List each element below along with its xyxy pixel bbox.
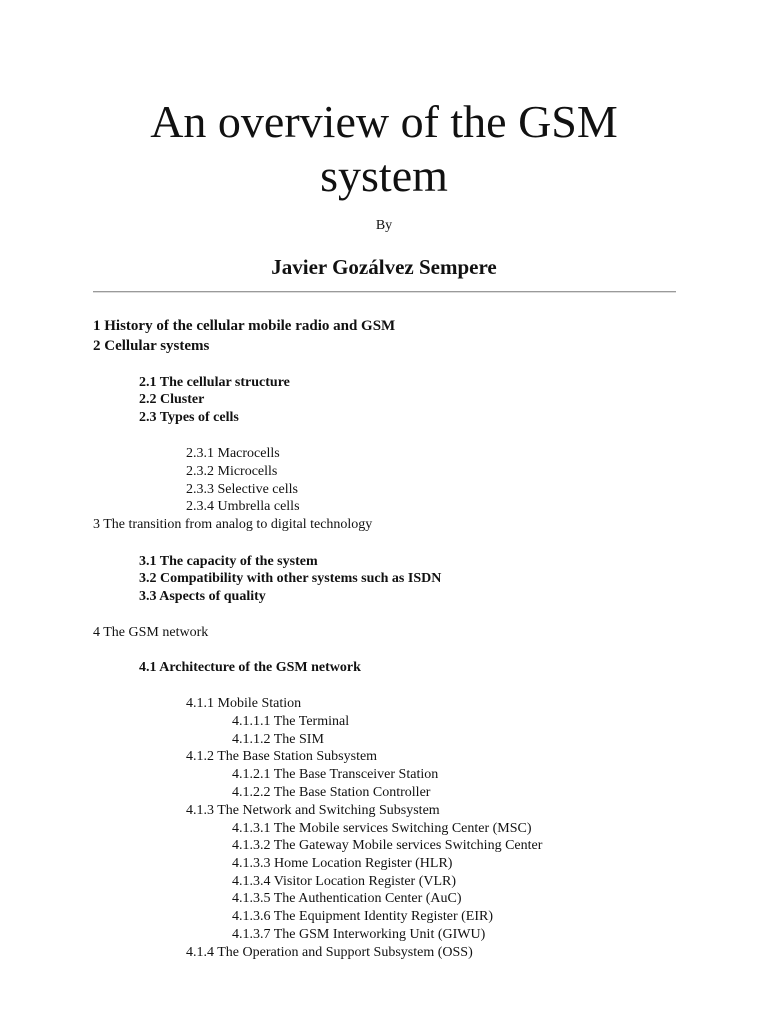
toc-section-3[interactable]: 3 The transition from analog to digital technology	[93, 517, 373, 532]
toc-section-4-1-3-3[interactable]: 4.1.3.3 Home Location Register (HLR)	[232, 856, 453, 871]
horizontal-divider	[93, 291, 676, 293]
toc-section-2-3-1[interactable]: 2.3.1 Macrocells	[186, 446, 280, 461]
toc-section-4[interactable]: 4 The GSM network	[93, 625, 209, 640]
toc-section-4-1-2-2[interactable]: 4.1.2.2 The Base Station Controller	[232, 785, 431, 800]
document-title-line-1: An overview of the GSM	[150, 96, 618, 147]
document-title-line-2: system	[320, 150, 448, 201]
author-name: Javier Gozálvez Sempere	[271, 255, 497, 279]
toc-section-4-1-3-1[interactable]: 4.1.3.1 The Mobile services Switching Center (MSC)	[232, 821, 532, 836]
toc-section-4-1-3-6[interactable]: 4.1.3.6 The Equipment Identity Register (EIR)	[232, 909, 494, 924]
toc-section-2-1[interactable]: 2.1 The cellular structure	[139, 375, 290, 390]
toc-section-2-3[interactable]: 2.3 Types of cells	[139, 410, 239, 425]
toc-section-4-1[interactable]: 4.1 Architecture of the GSM network	[139, 660, 361, 675]
toc-section-3-1[interactable]: 3.1 The capacity of the system	[139, 554, 318, 569]
toc-section-2-3-4[interactable]: 2.3.4 Umbrella cells	[186, 499, 300, 514]
toc-section-1[interactable]: 1 History of the cellular mobile radio and GSM	[93, 318, 396, 334]
toc-section-4-1-1-2[interactable]: 4.1.1.2 The SIM	[232, 732, 324, 747]
byline-label: By	[375, 218, 393, 233]
toc-section-2[interactable]: 2 Cellular systems	[93, 338, 210, 354]
toc-section-2-2[interactable]: 2.2 Cluster	[139, 392, 205, 407]
toc-section-4-1-3-2[interactable]: 4.1.3.2 The Gateway Mobile services Switching Center	[232, 838, 543, 853]
toc-section-3-3[interactable]: 3.3 Aspects of quality	[139, 589, 266, 604]
toc-section-2-3-2[interactable]: 2.3.2 Microcells	[186, 464, 278, 479]
toc-section-4-1-3-5[interactable]: 4.1.3.5 The Authentication Center (AuC)	[232, 891, 462, 906]
toc-section-4-1-2-1[interactable]: 4.1.2.1 The Base Transceiver Station	[232, 767, 439, 782]
toc-section-3-2[interactable]: 3.2 Compatibility with other systems such as ISDN	[139, 571, 442, 586]
toc-section-2-3-3[interactable]: 2.3.3 Selective cells	[186, 482, 298, 497]
toc-section-4-1-1[interactable]: 4.1.1 Mobile Station	[186, 696, 302, 711]
toc-section-4-1-2[interactable]: 4.1.2 The Base Station Subsystem	[186, 749, 378, 764]
toc-section-4-1-3-7[interactable]: 4.1.3.7 The GSM Interworking Unit (GIWU)	[232, 927, 486, 942]
toc-section-4-1-3-4[interactable]: 4.1.3.4 Visitor Location Register (VLR)	[232, 874, 457, 889]
toc-section-4-1-4[interactable]: 4.1.4 The Operation and Support Subsystem (OSS)	[186, 945, 473, 960]
toc-section-4-1-3[interactable]: 4.1.3 The Network and Switching Subsystem	[186, 803, 440, 818]
toc-section-4-1-1-1[interactable]: 4.1.1.1 The Terminal	[232, 714, 350, 729]
